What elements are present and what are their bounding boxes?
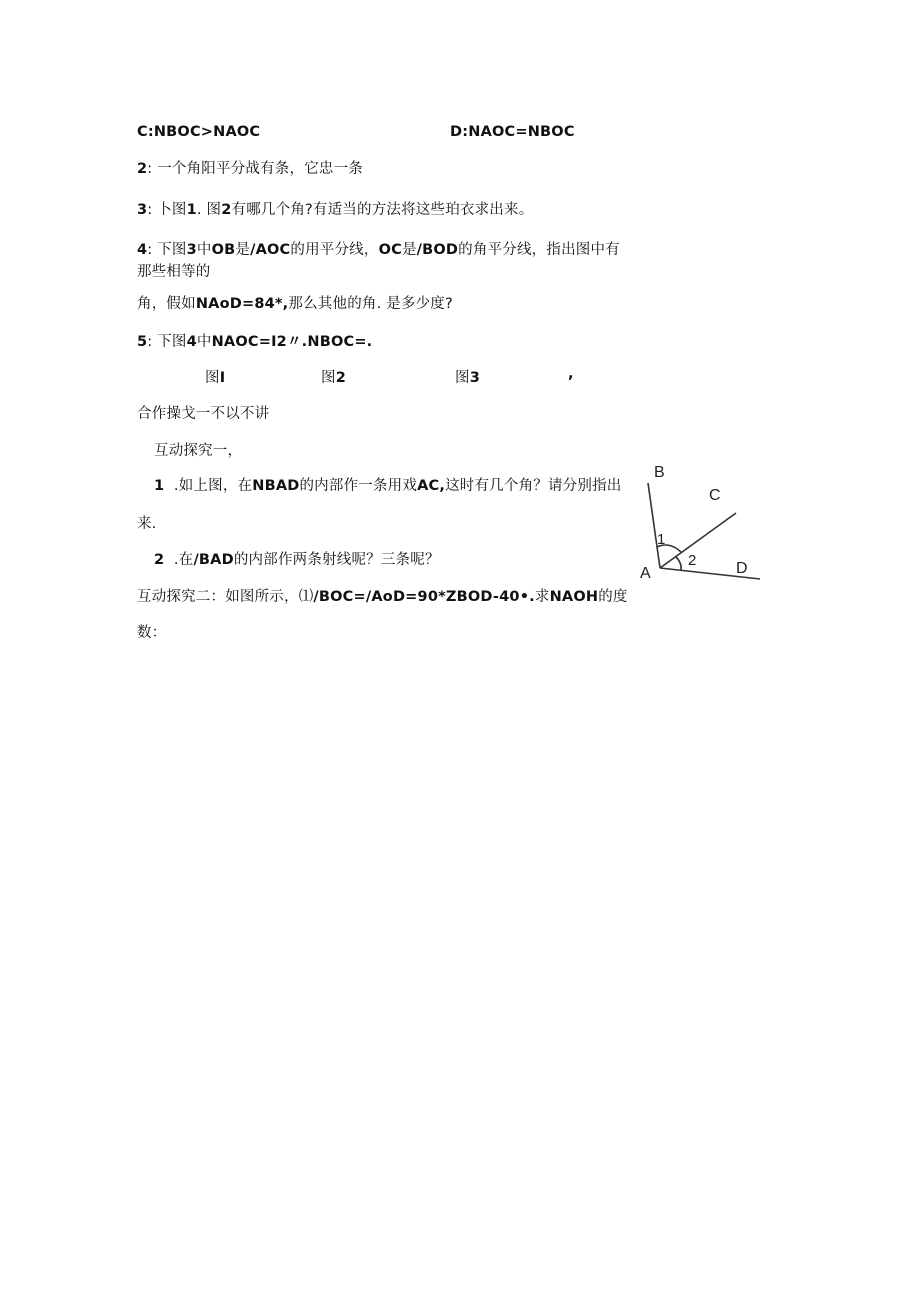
eq2-text-a: .在 [173, 552, 194, 568]
explore-q2 [154, 548, 440, 569]
q4-text-i: 是 [401, 242, 417, 258]
q3-fig2: 2 [221, 202, 232, 218]
question-5 [137, 330, 372, 351]
question-4-angle [137, 292, 453, 313]
label-angle-2: 2 [688, 552, 697, 569]
explore-1-heading: 互动探究一， [154, 443, 243, 459]
q4b-text-c: 那么其他的角. 是多少度? [288, 296, 453, 312]
q4-text-c: 中 [196, 242, 212, 258]
explore-q1 [154, 474, 621, 495]
ex2-text-c: 求 [534, 589, 550, 605]
q2-number: 2 [137, 161, 148, 177]
figure-comma: , [568, 366, 574, 382]
ex2-text-a: 互动探究二：如图所示，⑴ [137, 589, 314, 605]
question-4 [137, 238, 620, 259]
ray-ac [660, 513, 736, 568]
q5-aoc: NAOC=I2〃.NBOC=. [211, 334, 373, 350]
q4-text-k: 的角平分线，指出图中有 [458, 242, 620, 258]
eq2-number: 2 [154, 552, 165, 568]
figure-label-3: 图3 [455, 370, 480, 386]
eq2-text-c: 的内部作两条射线呢？三条呢？ [233, 552, 440, 568]
q3-number: 3 [137, 202, 148, 218]
q4-fig3: 3 [186, 242, 197, 258]
ex2-angles: /BOC=/AoD=90*ZBOD-40•. [313, 589, 535, 605]
q4-bod: /BOD [416, 242, 459, 258]
label-c: C [709, 487, 721, 504]
q5-fig4: 4 [186, 334, 197, 350]
question-2 [137, 157, 363, 178]
label-angle-1: 1 [657, 531, 666, 548]
question-3 [137, 198, 533, 219]
eq1-text-a: .如上图，在 [173, 478, 253, 494]
figure-label-1: 图I [205, 370, 226, 386]
q5-text-a: : 下图 [147, 334, 187, 350]
q5-number: 5 [137, 334, 148, 350]
label-d: D [736, 560, 748, 577]
q4-text-e: 是 [235, 242, 251, 258]
explore-q1-cont: 来. [137, 516, 157, 532]
eq1-ac: AC, [417, 478, 446, 494]
q4b-aod: NAoD=84*, [195, 296, 289, 312]
q2-text: : 一个角阳平分战有条，它忠一条 [147, 161, 363, 177]
eq1-text-c: 的内部作一条用戏 [299, 478, 418, 494]
q4-text-a: : 下图 [147, 242, 187, 258]
angle-figure [630, 455, 770, 585]
q3-text-e: 有哪几个角?有适当的方法将这些珀衣求出来。 [231, 202, 534, 218]
figure-label-2: 图2 [321, 370, 346, 386]
q4-text-g: 的用平分线， [290, 242, 379, 258]
label-b: B [654, 464, 665, 481]
q3-fig1: 1 [186, 202, 197, 218]
explore-2-cont: 数： [137, 625, 167, 641]
q4-aoc: /AOC [250, 242, 291, 258]
q5-text-c: 中 [196, 334, 212, 350]
eq2-bad: /BAD [193, 552, 234, 568]
ex2-aoh: NAOH [549, 589, 599, 605]
eq1-number: 1 [154, 478, 165, 494]
explore-2 [137, 585, 628, 606]
q4-oc: OC [378, 242, 402, 258]
option-c: C:NBOC>NAOC [137, 124, 261, 140]
option-d: D:NAOC=NBOC [450, 124, 575, 140]
label-a: A [640, 565, 651, 582]
q4b-text-a: 角，假如 [137, 296, 196, 312]
eq1-text-e: 这时有几个角？请分别指出 [445, 478, 622, 494]
ex2-text-e: 的度 [598, 589, 628, 605]
question-4-cont: 那些相等的 [137, 264, 211, 280]
angle-arc-2 [676, 557, 681, 570]
eq1-bad: NBAD [252, 478, 300, 494]
q3-text-c: . 图 [196, 202, 222, 218]
q3-text-a: : 卜图 [147, 202, 187, 218]
ray-ab [648, 483, 660, 568]
q4-ob: OB [211, 242, 236, 258]
q4-number: 4 [137, 242, 148, 258]
cooperation-heading: 合作操戈一不以不讲 [137, 406, 270, 422]
